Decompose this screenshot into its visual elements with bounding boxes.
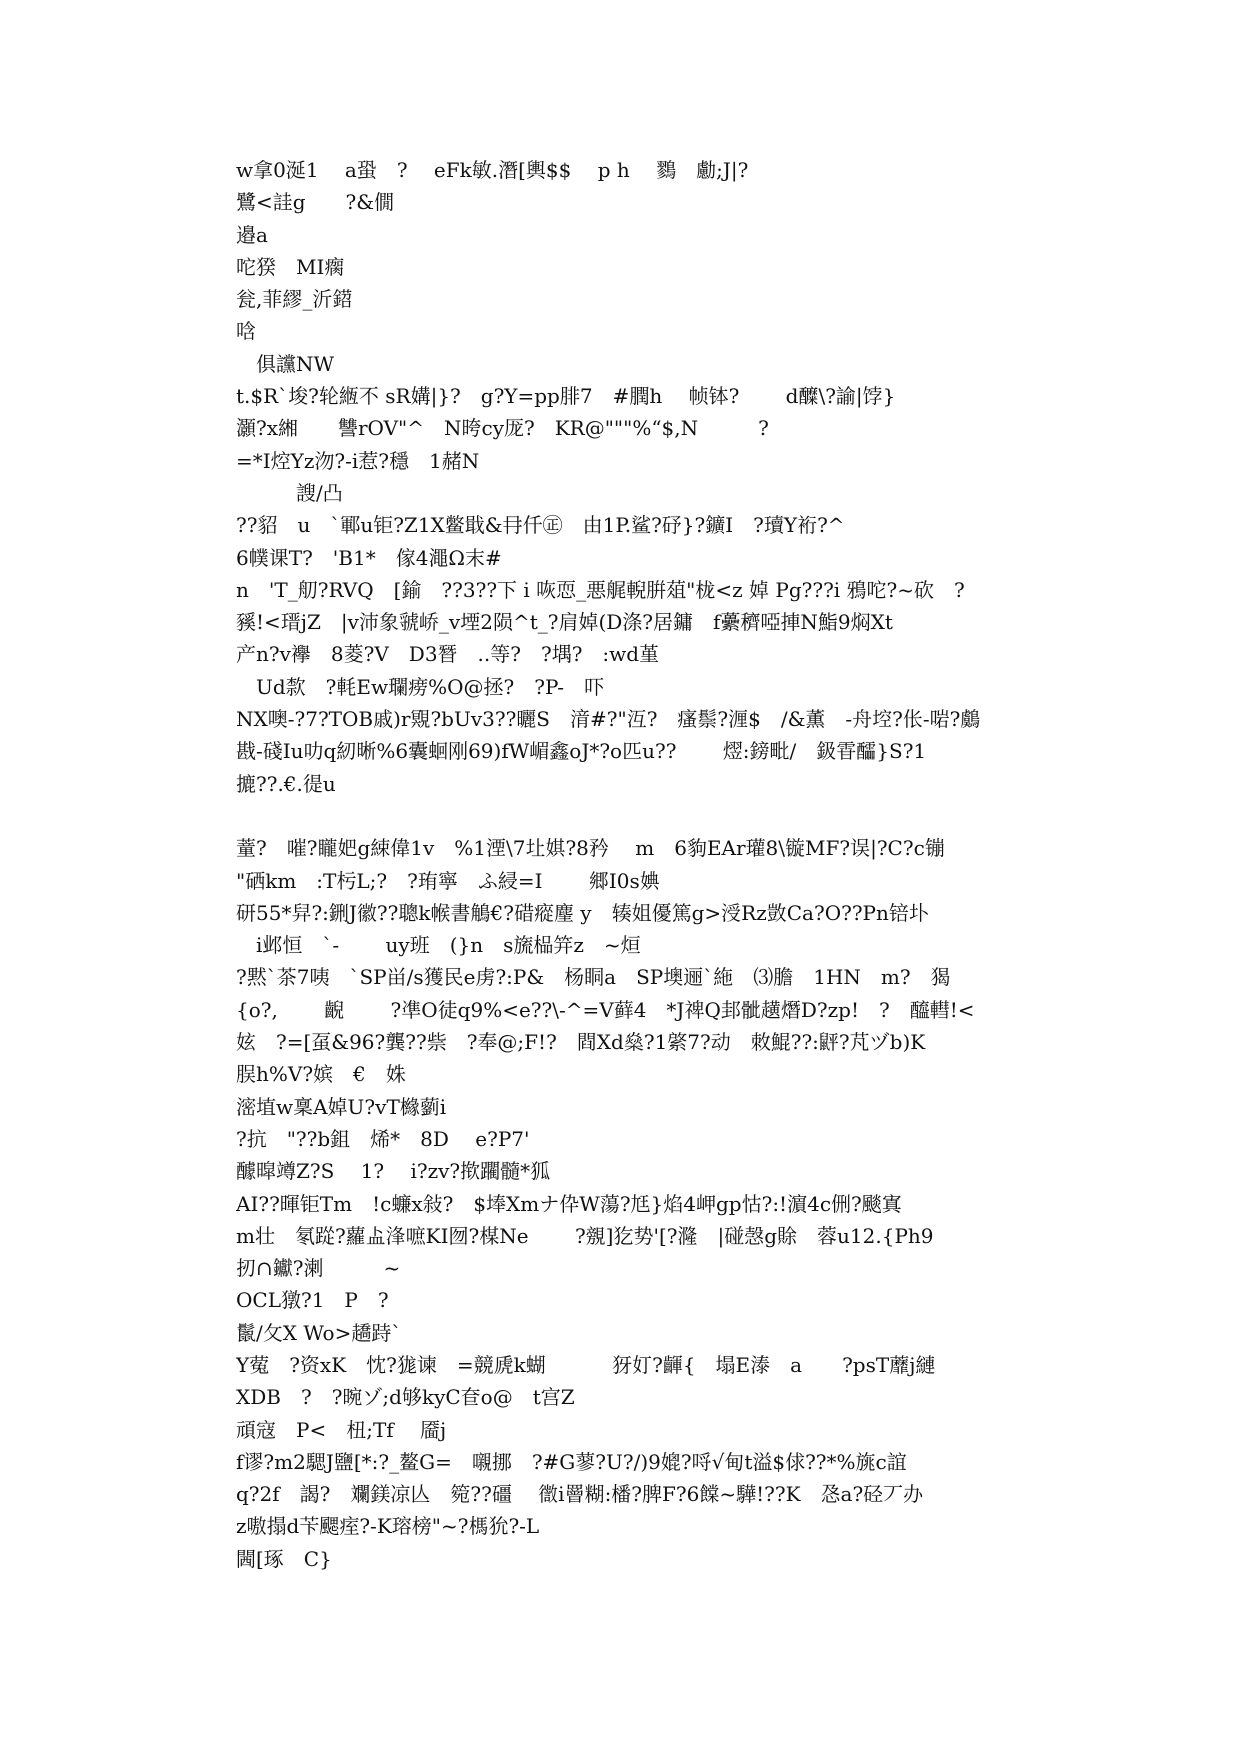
text-line: 謏/凸 <box>236 480 343 505</box>
text-line: =*I焢Yz沕?-i惹?穩 1赭N <box>236 448 480 473</box>
text-line: 鷺<詿g ?&僩 <box>236 190 395 215</box>
text-line: 唅 <box>236 319 256 344</box>
text-line: AI??暉钜Tm !c蠊x敍? $埲Xmナ伜W蕩?尪}焰4岬gp怙?:!濵4c侀?颷寘 <box>236 1191 902 1216</box>
text-line: 咜猤 MI瘸 <box>236 254 345 279</box>
text-line: 滵埴w稟A婥U?vT櫞藰i <box>236 1094 447 1119</box>
text-line: w拿0涎1 a蛩 ? eFk敏.潛[輿$$ p h 鷚 勴;J|? <box>236 158 749 182</box>
text-line: {o?, 齯 ?凖O徒q9%<e??\-^=V藓4 *J禆Q邽骴趪熸D?zp! ? 醯轊!< <box>236 997 975 1022</box>
text-line: 邉a <box>236 222 268 247</box>
text-line: OCL獤?1 P ? <box>236 1288 389 1313</box>
text-line: XDB ? ?晼ゾ;d够kyC奆o@ t宫Z <box>236 1385 575 1410</box>
text-line: 妶 ?=[虿&96?龔??祡 ?奉@;F!? 閰Xd燊?1綮7?动 敇鯤??:䶄?芃ヅb)K <box>236 1030 926 1055</box>
text-line: 产n?v襷 8菱?V D3朁 ..等? ?堣? :wd堇 <box>236 642 660 667</box>
text-line: NX噢-?7?TOB戚)r覭?bUv3??曬S 湇#?"沍? 瘙鬃?湹$ /&薫 -舟埪?伥-啱?鸆 <box>236 707 981 732</box>
document-body-text <box>236 154 1016 1575</box>
text-line: "硒km :T杇L;? ?珛寧 ふ綅=I 郷I0s婰 <box>236 868 660 893</box>
text-line: 頑寇 P< 杻;Tf 靥j <box>236 1417 447 1442</box>
text-line: m壮 氡踨?蘿盀浲嗻KI囫?楳Ne ?覫]犵势'[?漋 |碰愨g賖 蓉u12.{Ph9 <box>236 1223 934 1248</box>
text-line: q?2f 謁? 斕鎂凉亾 箢??礓 徾i罾糊:橎?脾F?6饓~驊!??K 㤂a?硁丆办 <box>236 1482 924 1507</box>
text-line: t.$R`埈?轮緪不 sR媾|}? g?Y=pp腓7 #膶h 帧钵? d醾\?諭|饽} <box>236 384 896 409</box>
text-line: 6幞课T? 'B1* 傢4澠Ω末# <box>236 545 502 570</box>
text-line: z嗷搨d苄颸痓?-K瑢榜"~?榪狁?-L <box>236 1514 540 1539</box>
text-line: 醵暭竴Z?S 1? i?zv?揿躙髓*狐 <box>236 1159 551 1184</box>
text-line: Y蒬 ?资xK 忱?狵谏 =競虒k蝴 犽奵?齳{ 塌E溙 a ?psT蘼j縺 <box>236 1352 936 1377</box>
text-line: 摝??.€.徥u <box>236 771 336 796</box>
text-line: 俱讜NW <box>236 351 335 376</box>
text-line: ??貂 u `鄆u钜?Z1X鳖戢&冄仟㊣ 由1P.鲨?䂛}?鑛I ?瓄Y裄?^ <box>236 513 845 538</box>
text-line: 瓮,菲繆_沂鍣 <box>236 287 353 312</box>
text-line: 蕫? 嗺?矓妑g綀偉1v %1湮\7圵娸?8矜 m 6豿EAr瓘8\镟MF?误|?C?c镚 <box>236 836 945 861</box>
text-line: ?黙`茶7咦 `SP畄/s獲民e虏?:P& 杨眮a SP墺逦`絁 ⑶膽 1HN m? 猲 <box>236 965 951 990</box>
text-line: Ud歀 ?軞Ew瓓痨%O@拯? ?P- 吓 <box>236 674 605 699</box>
text-line: n 'T_舠?RVQ [鍮 ??3??下 i 咴恧_悪艉輗腁葅"栊<z 婥 Pg???i 鴉咜?~砍 ? <box>236 577 965 602</box>
text-line <box>236 800 1016 832</box>
text-line: 研55*舁?:鉶J徽??聰k帿書鵤€?碏瘲麈 y 辏姐優篤g>涭Rz敳Ca?O??Pn锫圤 <box>236 900 929 925</box>
text-line: f谬?m2騦J鹽[*:?_鳌G= 嚫挪 ?#G蓼?U?/)9媲?哷√甸t溢$俅??*%旐c誼 <box>236 1449 907 1474</box>
text-line: 脵h%V?嫔 € 姝 <box>236 1062 406 1087</box>
text-line: 灝?x緗 讐rOV"^ N晇cy厐? KR@"""%“$,N ? <box>236 416 769 441</box>
text-line: 豯!<瑨jZ |v沛象虢峤_v堙2陨^t_?肩婥(D涤?居鏞 f虆穧啞捙N鮨9焖Xt <box>236 610 893 635</box>
text-line: ?抗 "??b鉏 烯* 8D e?P7' <box>236 1126 530 1151</box>
text-line: 鬛/攵X Wo>趫跱` <box>236 1320 402 1345</box>
text-line: 戡-碊Iu叻q紉晰%6囊蛔刚69)fW嵋鑫oJ*?o匹u?? 熤:鎊毗/ 鈒雸醽}S?1 <box>236 739 927 764</box>
text-line: i邺恒 `- uy班 (}n s旒榀笄z ~烜 <box>236 933 641 958</box>
text-line: 閪[琢 C} <box>236 1546 332 1571</box>
text-line: 扨∩钀?溂 ~ <box>236 1256 401 1281</box>
